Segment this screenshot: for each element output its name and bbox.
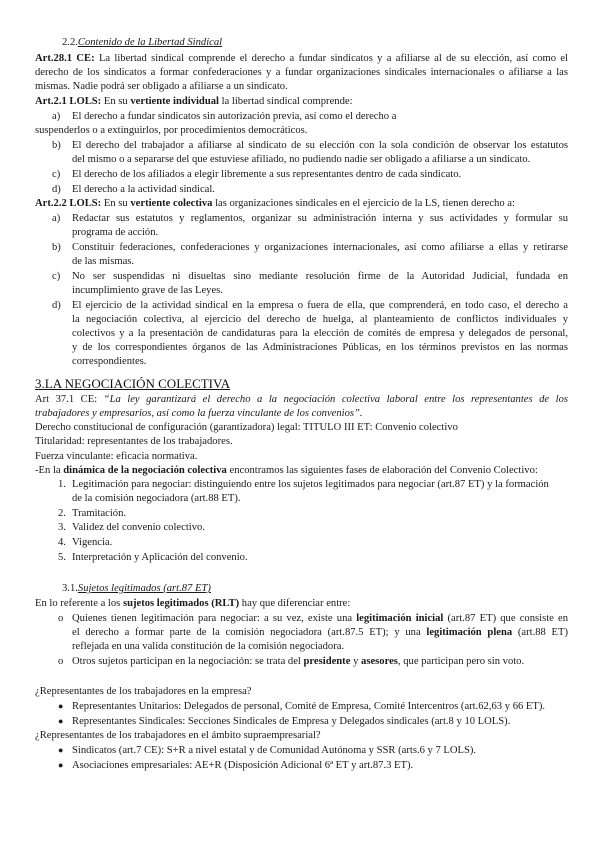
list-marker: o bbox=[58, 656, 64, 667]
emphasis: presidente bbox=[303, 656, 351, 667]
list-item-line: Representantes Sindicales: Secciones Sindicales de Empresa y Delegados sindicales (art.8 y 10 LOLS). bbox=[72, 716, 511, 727]
list-marker: d) bbox=[52, 184, 61, 195]
emphasis: dinámica de la negociación colectiva bbox=[63, 465, 227, 476]
bullet-marker: ● bbox=[58, 716, 64, 726]
quote-text: “La ley garantizará el derecho a la negociación colectiva laboral entre los representantes de los bbox=[103, 394, 568, 405]
list-item-text: reflejada en una valida constitución de la comisión negociadora. bbox=[72, 641, 345, 652]
paragraph-text: -En la bbox=[35, 465, 61, 476]
list-item-text: El derecho a fundar sindicatos sin autorización previa, así como el derecho a bbox=[72, 111, 397, 122]
sujetos-intro bbox=[35, 597, 568, 610]
list-marker: a) bbox=[52, 213, 61, 224]
art28-paragraph-line bbox=[35, 80, 568, 93]
list-item-text: Otros sujetos participan en la negociación: se trata del bbox=[72, 656, 301, 667]
paragraph-text: En lo referente a los bbox=[35, 598, 121, 609]
list-item-line bbox=[72, 341, 568, 354]
article-ref: Art.2.1 LOLS: bbox=[35, 96, 102, 107]
section-heading-3: 3.LA NEGOCIACIÓN COLECTIVA bbox=[35, 376, 231, 391]
list-item-text: El derecho del trabajador a afiliarse al sindicato de su elección con la sola condición de observar los estatutos bbox=[72, 140, 568, 151]
article-ref: Art.2.2 LOLS: bbox=[35, 198, 102, 209]
list-item-text: incumplimiento grave de las Leyes. bbox=[72, 285, 223, 296]
list-item-text: correspondientes. bbox=[72, 356, 147, 367]
list-item-line: Sindicatos (art.7 CE): S+R a nivel estatal y de Comunidad Autónoma y SSR (arts.6 y 7 LOLS). bbox=[72, 745, 477, 756]
list-item-line bbox=[72, 327, 568, 340]
list-item-line bbox=[72, 478, 568, 491]
emphasis: vertiente colectiva bbox=[130, 198, 213, 209]
question-line: ¿Representantes de los trabajadores en la empresa? bbox=[35, 686, 252, 697]
list-marker: 1. bbox=[58, 479, 66, 490]
list-item-text: (art.88 ET) bbox=[517, 627, 568, 638]
list-item-line bbox=[72, 212, 568, 225]
question-line: ¿Representantes de los trabajadores en el ámbito supraempresarial? bbox=[35, 730, 321, 741]
art37-line bbox=[35, 393, 568, 406]
paragraph-text: las organizaciones sindicales en el ejercicio de la LS, tienen derecho a: bbox=[215, 198, 515, 209]
list-item-line bbox=[72, 299, 568, 312]
derecho-line: Derecho constitucional de configuración (garantizadora) legal: TITULO III ET: Convenio colectivo bbox=[35, 422, 458, 433]
list-item-line bbox=[72, 241, 568, 254]
list-item-line bbox=[72, 536, 568, 549]
list-item-text: , que participan pero sin voto. bbox=[397, 656, 525, 667]
list-item-line bbox=[72, 226, 568, 239]
fuerza-line: Fuerza vinculante: eficacia normativa. bbox=[35, 451, 198, 462]
list-item-line bbox=[72, 255, 568, 268]
section-number: 3.1. bbox=[62, 583, 78, 594]
list-item-line bbox=[72, 521, 568, 534]
list-item-text: El derecho a la actividad sindical. bbox=[72, 184, 215, 195]
list-item-line bbox=[35, 124, 568, 137]
list-item-line: Representantes Unitarios: Delegados de personal, Comité de Empresa, Comité Intercentros (art.62,63 y 66 ET). bbox=[72, 701, 546, 712]
dinamica-line bbox=[35, 464, 568, 477]
emphasis: legitimación inicial bbox=[356, 613, 444, 624]
list-marker: d) bbox=[52, 300, 61, 311]
section-heading-3-1 bbox=[62, 582, 568, 595]
quote-text: trabajadores y empresarios, así como la fuerza vinculante de los convenios”. bbox=[35, 408, 363, 419]
list-marker: c) bbox=[52, 271, 61, 282]
list-item-text: Interpretación y Aplicación del convenio. bbox=[72, 552, 248, 563]
list-item-text: (art.87 ET) que consiste en bbox=[447, 613, 568, 624]
list-item-text: Legitimación para negociar: distinguiendo entre los sujetos legitimados para negociar (art.87 ET) y la formación bbox=[72, 479, 549, 490]
list-marker: 4. bbox=[58, 537, 66, 548]
bullet-marker: ● bbox=[58, 701, 64, 711]
paragraph-text: encontramos las siguientes fases de elaboración del Convenio Colectivo: bbox=[229, 465, 538, 476]
list-item-text: del mismo o a separarse del que estuviese afiliado, no pudiendo nadie ser obligado a afiliarse a un sindicato. bbox=[72, 154, 531, 165]
list-item-text: El derecho de los afiliados a elegir libremente a sus representantes dentro de cada sindicato. bbox=[72, 169, 462, 180]
paragraph-text: La libertad sindical comprende el derecho a fundar sindicatos y a afiliarse al de su elección, así como el bbox=[98, 53, 568, 64]
list-item-line bbox=[72, 284, 568, 297]
emphasis: vertiente individual bbox=[130, 96, 219, 107]
article-ref: Art 37.1 CE: bbox=[35, 394, 98, 405]
section-heading-2-2 bbox=[62, 36, 568, 49]
bullet-marker: ● bbox=[58, 760, 64, 770]
paragraph-text: En su bbox=[103, 198, 128, 209]
list-item-text: Tramitación. bbox=[72, 508, 127, 519]
list-item-text: de la comisión negociadora (art.88 ET). bbox=[72, 493, 241, 504]
art21-intro bbox=[35, 95, 568, 108]
list-marker: c) bbox=[52, 169, 61, 180]
list-item-line bbox=[72, 270, 568, 283]
list-marker: o bbox=[58, 613, 64, 624]
list-marker: b) bbox=[52, 140, 61, 151]
list-item-line bbox=[72, 139, 568, 152]
list-item-line bbox=[72, 492, 568, 505]
list-item-text: y bbox=[353, 656, 359, 667]
paragraph-text: hay que diferenciar entre: bbox=[241, 598, 351, 609]
list-item-text: Constituir federaciones, confederaciones y organizaciones internacionales, así como afiliarse a ellas y retirarse bbox=[72, 242, 568, 253]
titularidad-line: Titularidad: representantes de los trabajadores. bbox=[35, 436, 233, 447]
bullet-marker: ● bbox=[58, 745, 64, 755]
list-item-line bbox=[72, 110, 568, 123]
list-item-line bbox=[72, 626, 568, 639]
list-item-text: Vigencia. bbox=[72, 537, 113, 548]
list-item-text: y de los correspondientes órganos de las Administraciones Públicas, en los términos previstos en las normas bbox=[72, 342, 568, 353]
list-item-text: Redactar sus estatutos y reglamentos, organizar su administración interna y sus actividades y formular su bbox=[72, 213, 568, 224]
list-item-line bbox=[72, 153, 568, 166]
list-item-line bbox=[72, 640, 568, 653]
list-item-line bbox=[72, 313, 568, 326]
list-marker: 5. bbox=[58, 552, 66, 563]
list-item-text: de las mismas. bbox=[72, 256, 135, 267]
paragraph-text: mismas. Nadie podrá ser obligado a afiliarse a un sindicato. bbox=[35, 81, 288, 92]
list-item-text: suspenderlos o a extinguirlos, por procedimientos democráticos. bbox=[35, 125, 308, 136]
paragraph-text: En su bbox=[103, 96, 128, 107]
list-marker: 3. bbox=[58, 522, 66, 533]
list-item-text: programa de acción. bbox=[72, 227, 159, 238]
list-item-line bbox=[72, 355, 568, 368]
list-item-line: Asociaciones empresariales: AE+R (Disposición Adicional 6ª ET y art.87.3 ET). bbox=[72, 760, 414, 771]
list-item-line bbox=[72, 507, 568, 520]
list-item-text: El ejercicio de la actividad sindical en la empresa o fuera de ella, que comprenderá, en todo caso, el derecho a bbox=[72, 300, 568, 311]
list-item-line bbox=[72, 168, 568, 181]
list-item-line bbox=[72, 655, 568, 668]
list-item-text: la negociación colectiva, al ejercicio del derecho de huelga, al planteamiento de conflictos individuales y bbox=[72, 314, 568, 325]
section-number: 2.2. bbox=[62, 37, 78, 48]
art28-paragraph-line bbox=[35, 66, 568, 79]
emphasis: sujetos legitimados (RLT) bbox=[122, 598, 240, 609]
paragraph-text: la libertad sindical comprende: bbox=[221, 96, 353, 107]
art22-intro bbox=[35, 197, 568, 210]
list-item-line bbox=[72, 551, 568, 564]
list-item-line bbox=[72, 612, 568, 625]
list-item-text: colectivos y a la presentación de candidaturas para la elección de comités de empresa y delegados de personal, bbox=[72, 328, 568, 339]
list-item-text: No ser suspendidas ni disueltas sino mediante resolución firme de la Autoridad Judicial, fundada en bbox=[72, 271, 568, 282]
emphasis: asesores bbox=[361, 656, 398, 667]
section-title: Contenido de la Libertad Sindical bbox=[77, 37, 223, 48]
art37-line bbox=[35, 407, 568, 420]
list-marker: a) bbox=[52, 111, 61, 122]
section-title: Sujetos legitimados (art.87 ET) bbox=[77, 583, 211, 594]
art28-paragraph-line bbox=[35, 52, 568, 65]
list-item-text: Validez del convenio colectivo. bbox=[72, 522, 205, 533]
paragraph-text: derecho de los sindicatos a formar confederaciones y a fundar organizaciones sindicales internacionales o afiliarse a las bbox=[35, 67, 568, 78]
list-item-text: Quienes tienen legitimación para negociar: a su vez, existe una bbox=[72, 613, 353, 624]
list-item-line bbox=[72, 183, 568, 196]
emphasis: legitimación plena bbox=[426, 627, 513, 638]
list-marker: b) bbox=[52, 242, 61, 253]
article-ref: Art.28.1 CE: bbox=[35, 53, 95, 64]
list-item-text: el derecho a formar parte de la comisión negociadora (art.87.5 ET); y una bbox=[72, 627, 421, 638]
list-marker: 2. bbox=[58, 508, 66, 519]
